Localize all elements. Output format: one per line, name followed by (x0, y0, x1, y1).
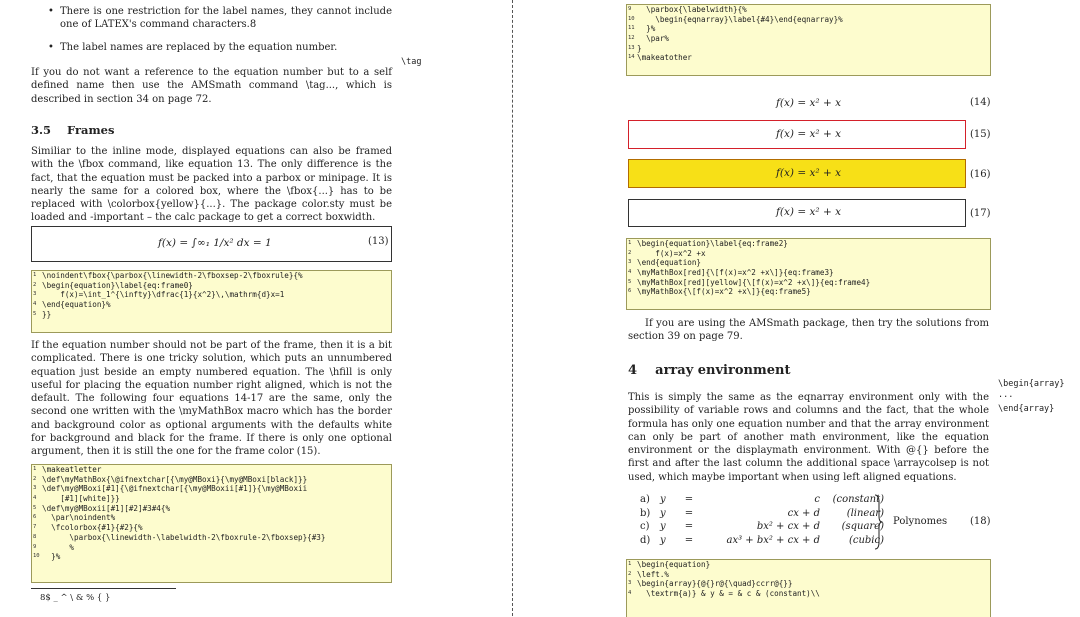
margin-note-tag: \tag (401, 57, 422, 67)
code-text: [#1][white]}} (42, 494, 120, 504)
array-note: (cubic) (848, 534, 884, 546)
line-number: 5 (628, 278, 632, 285)
line-number: 9 (33, 543, 37, 550)
line-number: 10 (628, 15, 635, 22)
right-brace (874, 494, 882, 550)
section-number: 4 (628, 363, 638, 378)
paragraph-amsmath: If you are using the AMSmath package, then try the solutions from section 39 on page 79. (628, 318, 989, 343)
code-text: \def\my@MBoxii[#1][#2]#3#4{% (42, 503, 171, 513)
line-number: 4 (33, 495, 37, 502)
line-number: 3 (33, 485, 37, 492)
line-number: 10 (33, 553, 40, 560)
line-number: 3 (33, 291, 37, 298)
equation-number-18: (18) (970, 516, 991, 527)
line-number: 5 (33, 310, 37, 317)
page-divider (512, 0, 513, 616)
section-title: array environment (655, 363, 791, 378)
code-line (627, 287, 990, 297)
line-number: 2 (33, 475, 37, 482)
code-line (32, 300, 391, 310)
code-listing-fbox (31, 270, 392, 333)
array-equals: = (684, 534, 694, 546)
line-number: 12 (628, 35, 635, 42)
code-line (627, 249, 990, 259)
array-rhs: ax³ + bx² + cx + d (726, 534, 820, 546)
section-heading-array (628, 363, 790, 378)
line-number: 9 (628, 6, 632, 12)
code-text: \begin{equation}\label{eq:frame2} (637, 239, 788, 248)
equation-14: f(x) = x² + x (776, 97, 841, 109)
array-rhs: bx² + cx + d (756, 521, 820, 532)
line-number: 4 (628, 590, 632, 597)
code-listing-mymathbox (31, 464, 392, 583)
bullet-dot: • (48, 6, 54, 17)
equation-number-14: (14) (970, 97, 991, 108)
code-text: \left.% (637, 569, 670, 579)
code-line (627, 589, 990, 599)
code-text: \myMathBox{\[f(x)=x^2 +x\]}{eq:frame5} (637, 287, 811, 297)
code-line (32, 281, 391, 291)
bullet-item-1: There is one restriction for the label names, they cannot include one of LATEX's command characters.8 (60, 6, 392, 31)
code-line (32, 271, 391, 281)
line-number: 7 (33, 524, 37, 531)
margin-end-array: \end{array} (998, 404, 1055, 414)
line-number: 2 (33, 281, 37, 288)
code-text: \textrm{a)} & y & = & c & (constant)\\ (637, 589, 820, 599)
line-number: 3 (628, 259, 632, 266)
equation-number-15: (15) (970, 129, 991, 140)
section-title: Frames (67, 123, 115, 137)
equation-13: f(x) = ∫∞₁ 1/x² dx = 1 (158, 237, 272, 249)
line-number: 2 (628, 249, 632, 256)
line-number: 1 (33, 272, 37, 278)
array-y: y (660, 494, 666, 505)
line-number: 4 (33, 301, 37, 308)
footnote-8: 8$ _ ^ \ & % { } (40, 593, 111, 603)
code-text: \myMathBox[red]{\[f(x)=x^2 +x\]}{eq:frame3} (637, 268, 834, 278)
line-number: 14 (628, 54, 635, 61)
code-line (627, 44, 990, 54)
array-y: y (660, 507, 666, 519)
array-note: (square) (841, 521, 884, 532)
array-equals: = (684, 494, 694, 505)
line-number: 6 (628, 288, 632, 295)
bullet-dot: • (48, 42, 54, 53)
array-brace-label: Polynomes (893, 516, 948, 527)
code-listing-frames (626, 238, 991, 310)
paragraph-frames-detail: If the equation number should not be part of the frame, then it is a bit complicated. There is one tricky solution, which puts an unnumbered equation just beside an empty numbered equation. The \hfill is only useful for placing the equation number right aligned, which is not the default. The following four equations 14-17 are the same, only the second one written with the \myMathBox macro which has the border and background color as optional arguments with the defaults white for background and black for the frame. If there is only one optional argument, then it is still the one for the frame color (15). (31, 340, 392, 458)
equation-number-17: (17) (970, 208, 991, 219)
equation-17: f(x) = x² + x (776, 206, 841, 218)
code-text: } (637, 43, 642, 53)
equation-number-16: (16) (970, 169, 991, 180)
code-line (627, 560, 990, 570)
code-text: f(x)=x^2 +x (637, 248, 706, 258)
line-number: 4 (628, 269, 632, 276)
array-row-label: a) (640, 494, 650, 505)
line-number: 8 (33, 533, 37, 540)
section-number: 3.5 (31, 123, 52, 137)
line-number: 1 (628, 240, 632, 246)
code-text: \parbox{\labelwidth}{% (637, 5, 747, 14)
code-text: \def\myMathBox{\@ifnextchar[{\my@MBoxi}{\my@MBoxi[black]}} (42, 474, 308, 484)
code-line (32, 523, 391, 533)
code-line (32, 290, 391, 300)
array-rhs: cx + d (787, 507, 820, 519)
array-note: (linear) (846, 507, 884, 519)
array-y: y (660, 534, 666, 546)
code-line (627, 24, 990, 34)
line-number: 2 (628, 570, 632, 577)
code-listing-array (626, 559, 991, 617)
array-rhs: c (814, 494, 820, 505)
code-text: \par\noindent% (42, 513, 116, 523)
code-text: \end{equation} (637, 258, 702, 268)
bullet-item-2: The label names are replaced by the equation number. (60, 42, 338, 53)
code-line (32, 310, 391, 320)
code-line (32, 465, 391, 475)
code-text: \fcolorbox{#1}{#2}{% (42, 523, 143, 533)
margin-begin-array: \begin{array} (998, 379, 1065, 389)
paragraph-tag: If you do not want a reference to the equation number but to a self defined name then use the AMSmath command \tag..., which is described in section 34 on page 72. (31, 67, 392, 105)
code-listing-continued (626, 4, 991, 76)
margin-note-array (998, 379, 1065, 414)
array-y: y (660, 521, 666, 532)
code-text: % (42, 542, 75, 552)
code-text: \makeatletter (42, 465, 102, 474)
code-text: }% (637, 24, 656, 34)
code-line (627, 268, 990, 278)
code-line (32, 552, 391, 562)
code-line (32, 543, 391, 553)
paragraph-frames-intro: Similiar to the inline mode, displayed equations can also be framed with the \fbox command, like equation 13. The only difference is the fact, that the equation must be packed into a parbox or minipage. It is nearly the same for a colored box, where the \fbox{...} has to be replaced with \colorbox{yellow}{...}. The package color.sty must be loaded and -important – the calc package to get a correct boxwidth. (31, 146, 392, 224)
line-number: 1 (628, 561, 632, 567)
code-text: \begin{array}{@{}r@{\quad}ccrr@{}} (637, 579, 793, 589)
code-text: \begin{eqnarray}\label{#4}\end{eqnarray}% (637, 14, 843, 24)
code-text: \def\my@MBoxi[#1]{\@ifnextchar[{\my@MBoxii[#1]}{\my@MBoxii (42, 484, 308, 494)
code-line (627, 34, 990, 44)
array-row-label: b) (640, 507, 651, 519)
code-text: \myMathBox[red][yellow]{\[f(x)=x^2 +x\]}{eq:frame4} (637, 277, 871, 287)
code-line (32, 494, 391, 504)
code-text: \begin{equation}\label{eq:frame0} (42, 280, 193, 290)
paragraph-array: This is simply the same as the eqnarray environment only with the possibility of variable rows and columns and the fact, that the whole formula has only one equation number and that the array environment can only be part of another math environment, like the equation environment or the displaymath environment. With @{} before the first and after the last column the additional space \arraycolsep is not used, which maybe important when using left aligned equations. (628, 392, 989, 483)
code-text: }% (42, 552, 61, 562)
line-number: 13 (628, 44, 635, 51)
code-line (627, 53, 990, 63)
equation-15: f(x) = x² + x (776, 128, 841, 140)
line-number: 6 (33, 514, 37, 521)
line-number: 1 (33, 466, 37, 472)
code-text: \par% (637, 34, 670, 44)
code-line (32, 513, 391, 523)
code-line (627, 239, 990, 249)
code-line (32, 475, 391, 485)
array-row-label: d) (640, 534, 651, 546)
code-line (627, 15, 990, 25)
code-line (627, 570, 990, 580)
array-note: (constant) (832, 494, 884, 505)
equation-16: f(x) = x² + x (776, 167, 841, 179)
code-line (627, 5, 990, 15)
array-row-label: c) (640, 521, 650, 532)
code-line (627, 278, 990, 288)
margin-ellipsis: ... (998, 390, 1014, 400)
line-number: 11 (628, 25, 635, 32)
code-text: \begin{equation} (637, 560, 711, 569)
array-equals: = (684, 521, 694, 532)
equation-number-13: (13) (368, 236, 389, 247)
code-line (32, 484, 391, 494)
code-line (627, 579, 990, 589)
code-text: \noindent\fbox{\parbox{\linewidth-2\fboxsep-2\fboxrule}{% (42, 271, 303, 280)
code-text: \end{equation}% (42, 300, 111, 310)
code-line (627, 258, 990, 268)
footnote-rule (31, 588, 176, 589)
array-equals: = (684, 507, 694, 519)
line-number: 3 (628, 580, 632, 587)
code-line (32, 533, 391, 543)
code-text: f(x)=\int_1^{\infty}\dfrac{1}{x^2}\,\mathrm{d}x=1 (42, 290, 285, 300)
code-text: \makeatother (637, 53, 692, 63)
code-text: }} (42, 309, 52, 319)
code-line (32, 504, 391, 514)
line-number: 5 (33, 504, 37, 511)
section-heading-frames (31, 123, 114, 137)
code-text: \parbox{\linewidth-\labelwidth-2\fboxrule-2\fboxsep}{#3} (42, 532, 326, 542)
